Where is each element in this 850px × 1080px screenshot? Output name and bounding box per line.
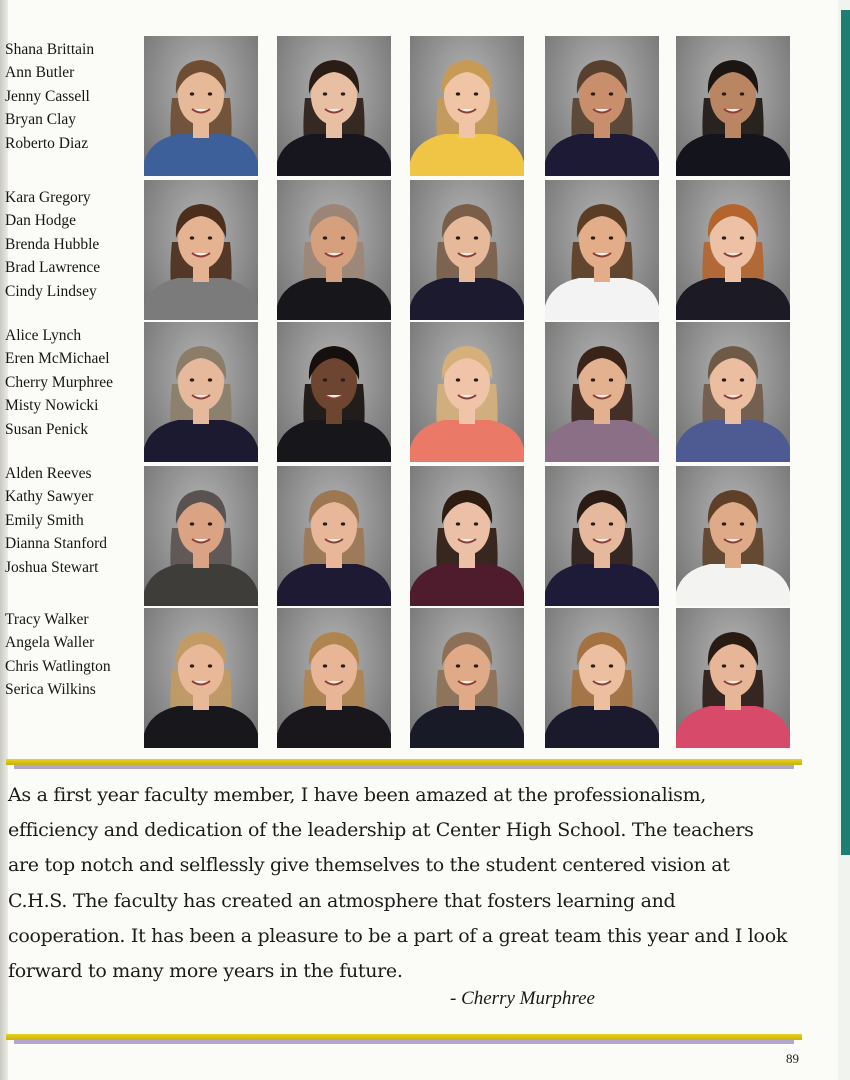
- faculty-portrait: [144, 608, 258, 748]
- faculty-name: Eren McMichael: [5, 350, 110, 368]
- faculty-name: Bryan Clay: [5, 111, 77, 129]
- faculty-portrait: [676, 466, 790, 606]
- faculty-name: Chris Watlington: [5, 657, 111, 675]
- faculty-name: Kathy Sawyer: [5, 488, 94, 506]
- faculty-portrait: [410, 36, 524, 176]
- faculty-name: Cherry Murphree: [5, 373, 114, 391]
- faculty-name: Shana Brittain: [5, 41, 95, 58]
- faculty-name: Ann Butler: [5, 64, 75, 82]
- faculty-name: Jenny Cassell: [5, 87, 90, 105]
- name-group-row-3: [5, 324, 145, 441]
- faculty-portrait: [410, 608, 524, 748]
- name-group-row-5: [5, 608, 145, 702]
- faculty-portrait: [144, 466, 258, 606]
- name-group-row-4: [5, 462, 145, 579]
- quote-line: are top notch and selflessly give themselves to the student centered vision at: [8, 854, 730, 877]
- faculty-name: Misty Nowicki: [5, 397, 99, 415]
- quote-line: cooperation. It has been a pleasure to be a part of a great team this year and I look: [8, 924, 788, 947]
- faculty-photo-grid: [142, 36, 792, 748]
- faculty-name: Cindy Lindsey: [5, 282, 97, 300]
- faculty-portrait: [545, 608, 659, 748]
- faculty-portrait: [676, 608, 790, 748]
- name-group-row-1: [5, 38, 145, 155]
- quote-line: C.H.S. The faculty has created an atmosphere that fosters learning and: [8, 889, 676, 912]
- faculty-name: Brenda Hubble: [5, 235, 100, 253]
- faculty-portrait: [144, 36, 258, 176]
- faculty-portrait: [545, 36, 659, 176]
- name-group-row-2: [5, 186, 145, 303]
- faculty-portrait: [144, 322, 258, 462]
- faculty-portrait: [676, 322, 790, 462]
- faculty-quote: [8, 778, 808, 989]
- faculty-portrait: [277, 180, 391, 320]
- faculty-portrait: [410, 180, 524, 320]
- faculty-name: Roberto Diaz: [5, 134, 89, 152]
- faculty-name: Dianna Stanford: [5, 535, 108, 553]
- quote-attribution: - Cherry Murphree: [450, 988, 595, 1009]
- divider-bottom: [6, 1034, 802, 1040]
- divider-shadow-top: [14, 765, 794, 769]
- divider-shadow-bottom: [14, 1040, 794, 1044]
- faculty-name: Serica Wilkins: [5, 681, 96, 699]
- faculty-name: Tracy Walker: [5, 611, 89, 628]
- faculty-portrait: [545, 322, 659, 462]
- faculty-name: Susan Penick: [5, 420, 89, 438]
- divider-top: [6, 759, 802, 765]
- faculty-portrait: [545, 180, 659, 320]
- faculty-name: Kara Gregory: [5, 189, 91, 206]
- faculty-name: Dan Hodge: [5, 212, 77, 230]
- faculty-name: Joshua Stewart: [5, 558, 99, 576]
- faculty-name: Brad Lawrence: [5, 259, 101, 277]
- faculty-portrait: [676, 180, 790, 320]
- faculty-portrait: [277, 466, 391, 606]
- faculty-name: Emily Smith: [5, 511, 84, 529]
- page-number: 89: [786, 1051, 799, 1066]
- faculty-portrait: [676, 36, 790, 176]
- quote-line: As a first year faculty member, I have been amazed at the professionalism,: [8, 784, 707, 806]
- faculty-portrait: [277, 36, 391, 176]
- faculty-portrait: [277, 322, 391, 462]
- faculty-portrait: [144, 180, 258, 320]
- faculty-name: Angela Waller: [5, 634, 95, 652]
- quote-line: efficiency and dedication of the leadership at Center High School. The teachers: [8, 819, 754, 842]
- faculty-portrait: [410, 322, 524, 462]
- faculty-name: Alice Lynch: [5, 327, 82, 344]
- quote-line: forward to many more years in the future.: [8, 960, 403, 983]
- faculty-name: Alden Reeves: [5, 465, 92, 482]
- faculty-portrait: [410, 466, 524, 606]
- faculty-portrait: [545, 466, 659, 606]
- faculty-portrait: [277, 608, 391, 748]
- spine-color-bar: [841, 10, 850, 855]
